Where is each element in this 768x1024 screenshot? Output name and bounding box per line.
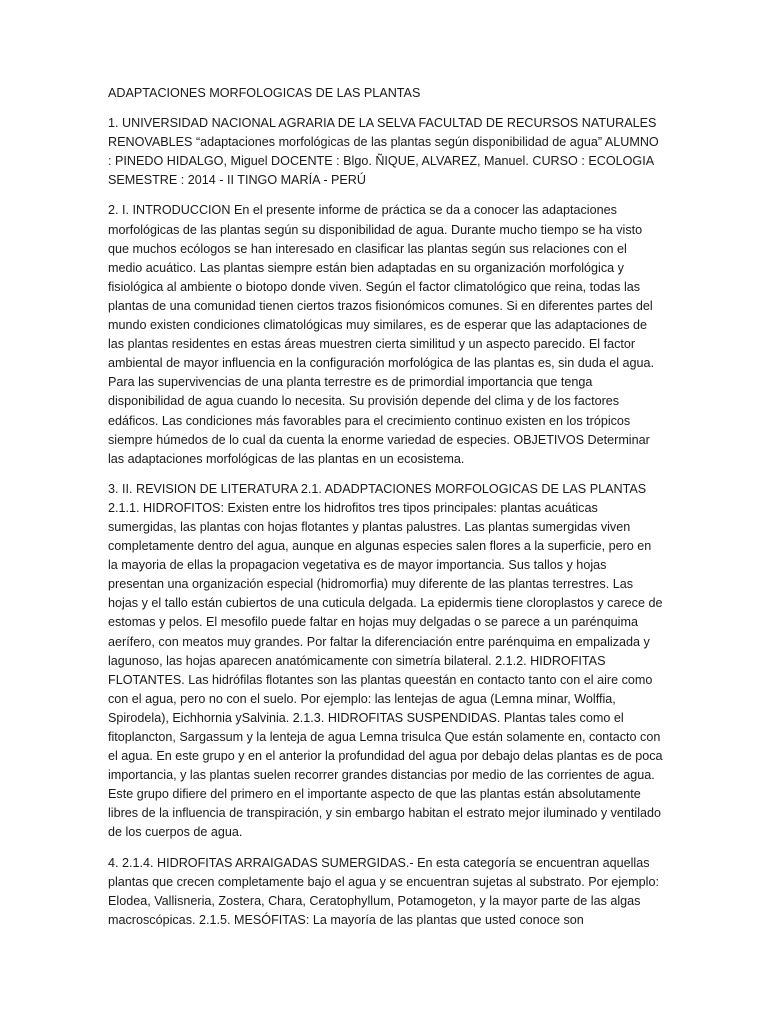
document-page bbox=[108, 84, 664, 941]
paragraph-2: 2. I. INTRODUCCION En el presente informe de práctica se da a conocer las adaptaciones morfológicas de las plantas según su disponibilidad de agua. Durante mucho tiempo se ha visto que muchos ecólogos se han interesado en clasificar las plantas según sus relaciones con el medio acuático. Las plantas siempre están bien adaptadas en su organización morfológica y fisiológica al ambiente o biotopo donde viven. Según el factor climatológico que reina, todas las plantas de una comunidad tienen ciertos trazos fisionómicos comunes. Si en diferentes partes del mundo existen condiciones climatológicas muy similares, es de esperar que las adaptaciones de las plantas residentes en estas áreas muestren cierta similitud y un aspecto parecido. El factor ambiental de mayor influencia en la configuración morfológica de las plantas es, sin duda el agua. Para las supervivencias de una planta terrestre es de primordial importancia que tenga disponibilidad de agua cuando lo necesita. Su provisión depende del clima y de los factores edáficos. Las condiciones más favorables para el crecimiento continuo existen en los trópicos siempre húmedos de lo cual da cuenta la enorme variedad de especies. OBJETIVOS Determinar las adaptaciones morfológicas de las plantas en un ecosistema. bbox=[108, 203, 655, 466]
paragraph-3: 3. II. REVISION DE LITERATURA 2.1. ADADPTACIONES MORFOLOGICAS DE LAS PLANTAS 2.1.1. HIDROFITOS: Existen entre los hidrofitos tres tipos principales: plantas acuáticas sumergidas, las plantas con hojas flotantes y plantas palustres. Las plantas sumergidas viven completamente dentro del agua, aunque en algunas especies salen flores a la superficie, pero en la mayoria de ellas la propagacion vegetativa es de mayor importancia. Sus tallos y hojas presentan una organización especial (hidromorfia) muy diferente de las plantas terrestres. Las hojas y el tallo están cubiertos de una cuticula delgada. La epidermis tiene cloroplastos y carece de estomas y pelos. El mesofilo puede faltar en hojas muy delgadas o se parece a un parénquima aerífero, con meatos muy grandes. Por faltar la diferenciación entre parénquima en empalizada y lagunoso, las hojas aparecen anatómicamente con simetría bilateral. 2.1.2. HIDROFITAS FLOTANTES. Las hidrófilas flotantes son las plantas queestán en contacto tanto con el aire como con el agua, pero no con el suelo. Por ejemplo: las lentejas de agua (Lemna minar, Wolffia, Spirodela), Eichhornia ySalvinia. 2.1.3. HIDROFITAS SUSPENDIDAS. Plantas tales como el fitoplancton, Sargassum y la lenteja de agua Lemna trisulca Que están solamente en, contacto con el agua. En este grupo y en el anterior la profundidad del agua por debajo delas plantas es de poca importancia, y las plantas suelen recorrer grandes distancias por medio de las corrientes de agua. Este grupo difiere del primero en el importante aspecto de que las plantas están absolutamente libres de la influencia de transpiración, y sin embargo habitan el estrato mejor iluminado y ventilado de los cuerpos de agua. bbox=[108, 481, 663, 840]
document-title: ADAPTACIONES MORFOLOGICAS DE LAS PLANTAS bbox=[108, 86, 421, 100]
paragraph-4: 4. 2.1.4. HIDROFITAS ARRAIGADAS SUMERGIDAS.- En esta categoría se encuentran aquellas plantas que crecen completamente bajo el agua y se encuentran sujetas al substrato. Por ejemplo: Elodea, Vallisneria, Zostera, Chara, Ceratophyllum, Potamogeton, y la mayor parte de las algas macroscópicas. 2.1.5. MESÓFITAS: La mayoría de las plantas que usted conoce son bbox=[108, 855, 659, 927]
paragraph-1: 1. UNIVERSIDAD NACIONAL AGRARIA DE LA SELVA FACULTAD DE RECURSOS NATURALES RENOVABLES “adaptaciones morfológicas de las plantas según disponibilidad de agua” ALUMNO : PINEDO HIDALGO, Miguel DOCENTE : Blgo. ÑIQUE, ALVAREZ, Manuel. CURSO : ECOLOGIA SEMESTRE : 2014 - II TINGO MARÍA - PERÚ bbox=[108, 116, 659, 188]
